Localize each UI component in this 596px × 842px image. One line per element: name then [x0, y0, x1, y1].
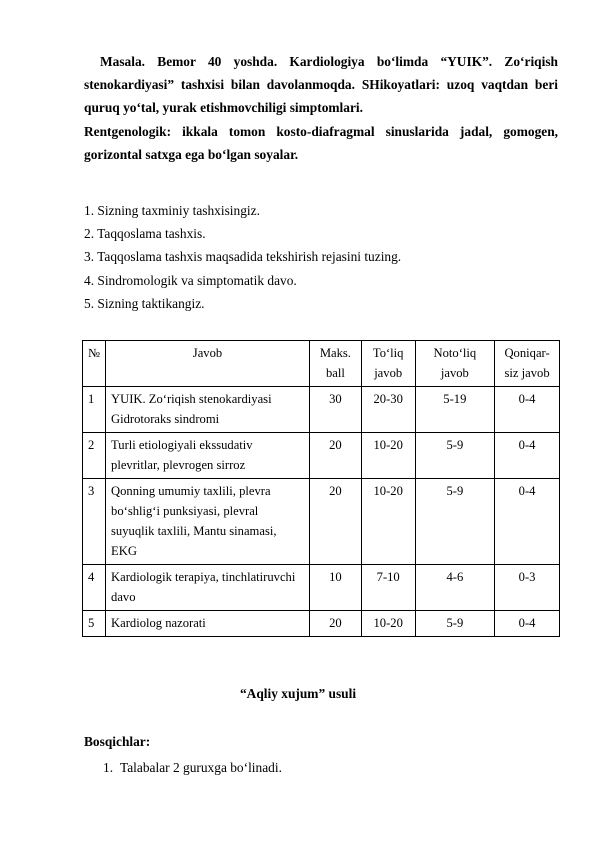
stages-label: Bosqichlar:	[84, 734, 151, 749]
cell-correct: 10-20	[361, 433, 415, 479]
cell-max: 20	[309, 433, 361, 479]
question-list	[84, 199, 558, 315]
cell-answer: YUIK. Zo‘riqish stenokardiyasi Gidrotoraks sindromi	[106, 387, 310, 433]
list-item	[103, 758, 282, 778]
cell-incomplete: 5-19	[415, 387, 495, 433]
cell-unsatisfactory: 0-4	[495, 433, 560, 479]
step-number: 1.	[103, 760, 114, 775]
steps-list	[103, 758, 282, 778]
header-full-answer: To‘liq javob	[361, 341, 415, 387]
cell-max: 20	[309, 479, 361, 565]
cell-correct: 7-10	[361, 565, 415, 611]
cell-num: 2	[83, 433, 106, 479]
table-row	[83, 565, 560, 611]
cell-unsatisfactory: 0-4	[495, 479, 560, 565]
cell-answer: Turli etiologiyali ekssudativ plevritlar, plevrogen sirroz	[106, 433, 310, 479]
case-paragraph-complaints: Masala. Bemor 40 yoshda. Kardiologiya bo‘limda “YUIK”. Zo‘riqish stenokardiyasi” tashxisi bilan davolanmoqda. SHikoyatlari: uzoq vaqtdan beri quruq yo‘tal, yurak etishmovchiligi simptomlari.	[84, 54, 558, 116]
step-text: Talabalar 2 guruxga bo‘linadi.	[120, 760, 282, 775]
cell-correct: 10-20	[361, 611, 415, 637]
method-title: “Aqliy xujum” usuli	[239, 686, 357, 701]
question-item: 4. Sindromologik va simptomatik davo.	[84, 272, 297, 288]
cell-incomplete: 4-6	[415, 565, 495, 611]
cell-num: 1	[83, 387, 106, 433]
table-row	[83, 611, 560, 637]
question-item: 1. Sizning taxminiy tashxisingiz.	[84, 203, 260, 218]
header-num: №	[83, 341, 106, 387]
scoring-table	[82, 340, 560, 637]
header-incomplete-answer: Noto‘liq javob	[415, 341, 495, 387]
cell-incomplete: 5-9	[415, 611, 495, 637]
cell-num: 5	[83, 611, 106, 637]
header-max-score: Maks. ball	[309, 341, 361, 387]
header-unsatisfactory-answer: Qoniqar-siz javob	[495, 341, 560, 387]
table-header-row	[83, 341, 560, 387]
case-description	[84, 50, 558, 166]
cell-unsatisfactory: 0-4	[495, 611, 560, 637]
question-item: 2. Taqqoslama tashxis.	[84, 226, 206, 242]
cell-answer: Kardiolog nazorati	[106, 611, 310, 637]
cell-incomplete: 5-9	[415, 433, 495, 479]
cell-max: 30	[309, 387, 361, 433]
cell-unsatisfactory: 0-4	[495, 387, 560, 433]
cell-correct: 20-30	[361, 387, 415, 433]
question-item: 5. Sizning taktikangiz.	[84, 295, 205, 311]
cell-answer: Kardiologik terapiya, tinchlatiruvchi davo	[106, 565, 310, 611]
question-item: 3. Taqqoslama tashxis maqsadida tekshirish rejasini tuzing.	[84, 249, 402, 265]
cell-unsatisfactory: 0-3	[495, 565, 560, 611]
cell-correct: 10-20	[361, 479, 415, 565]
table-row	[83, 479, 560, 565]
cell-num: 3	[83, 479, 106, 565]
case-paragraph-xray: Rentgenologik: ikkala tomon kosto-diafragmal sinuslarida jadal, gomogen, gorizontal satxga ega bo‘lgan soyalar.	[84, 123, 558, 162]
cell-max: 20	[309, 611, 361, 637]
table-row	[83, 433, 560, 479]
cell-max: 10	[309, 565, 361, 611]
cell-num: 4	[83, 565, 106, 611]
cell-answer: Qonning umumiy taxlili, plevra bo‘shlig‘i punksiyasi, plevral suyuqlik taxlili, Mantu sinamasi, EKG	[106, 479, 310, 565]
cell-incomplete: 5-9	[415, 479, 495, 565]
table-row	[83, 387, 560, 433]
header-answer: Javob	[106, 341, 310, 387]
